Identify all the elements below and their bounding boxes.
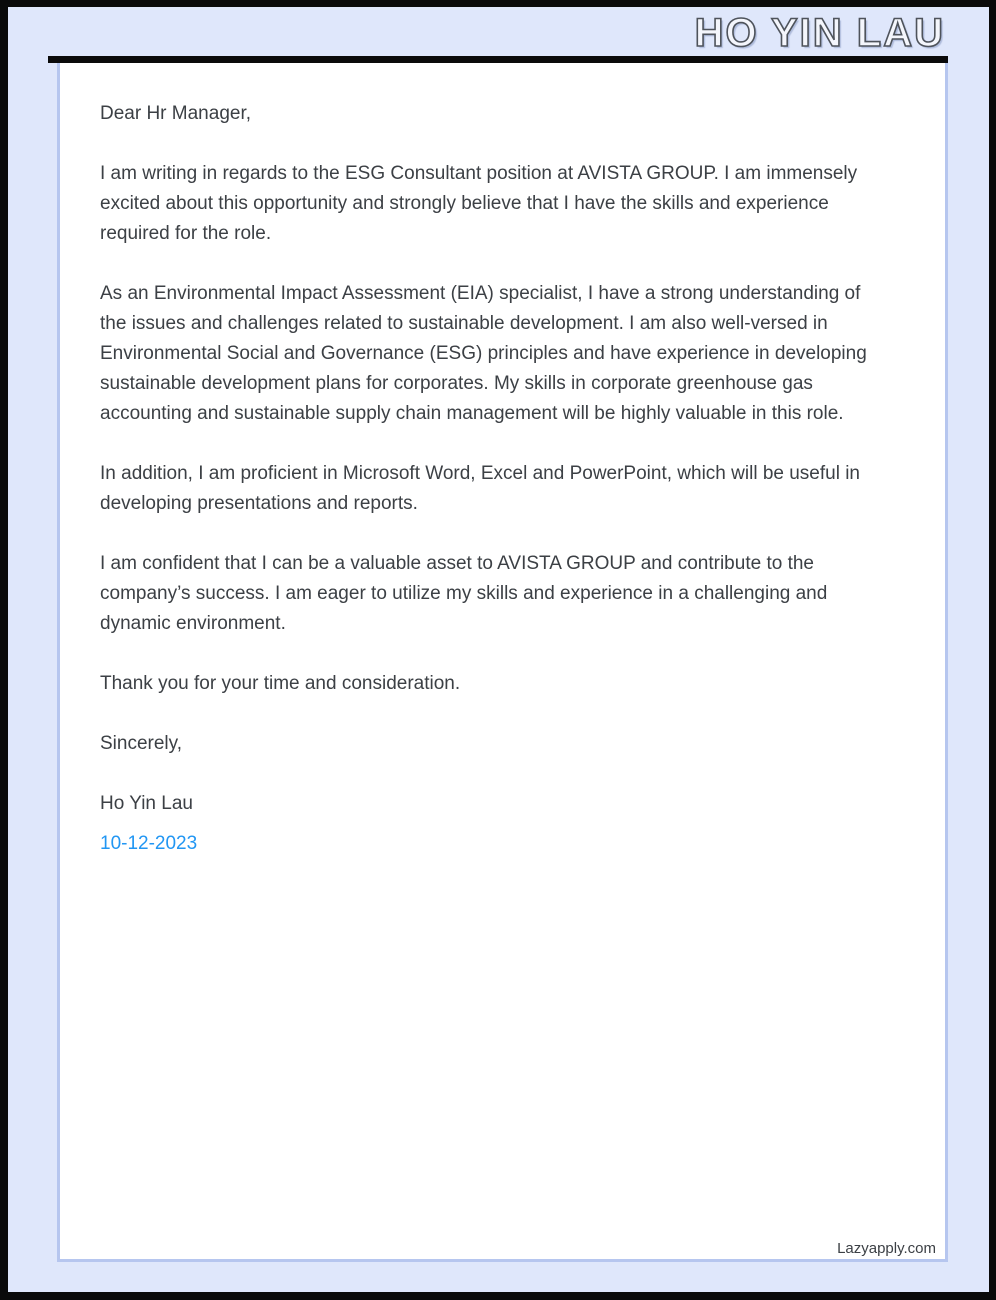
letter-date: 10-12-2023 xyxy=(100,833,198,854)
paragraph-thanks: Thank you for your time and consideration. xyxy=(100,673,461,694)
letterhead-name: HO YIN LAU xyxy=(694,11,945,55)
signature-name: Ho Yin Lau xyxy=(100,793,193,814)
letter-body xyxy=(60,63,945,859)
salutation: Dear Hr Manager, xyxy=(100,103,252,124)
closing: Sincerely, xyxy=(100,733,183,754)
paragraph-intro: I am writing in regards to the ESG Consultant position at AVISTA GROUP. I am immensely excited about this opportunity and strongly believe that I have the skills and experience required for the role. xyxy=(100,163,858,244)
letter-page xyxy=(57,63,948,1262)
paragraph-skills: In addition, I am proficient in Microsoft Word, Excel and PowerPoint, which will be useful in developing presentations and reports. xyxy=(100,463,860,514)
paragraph-confidence: I am confident that I can be a valuable asset to AVISTA GROUP and contribute to the company’s success. I am eager to utilize my skills and experience in a challenging and dynamic environment. xyxy=(100,553,828,634)
lazyapply-watermark: Lazyapply.com xyxy=(837,1240,936,1257)
paragraph-experience: As an Environmental Impact Assessment (EIA) specialist, I have a strong understanding of the issues and challenges related to sustainable development. I am also well-versed in Environmental Social and Governance (ESG) principles and have experience in developing sustainable development plans for corporates. My skills in corporate greenhouse gas accounting and sustainable supply chain management will be highly valuable in this role. xyxy=(100,283,867,424)
page-background xyxy=(8,7,989,1292)
letterhead-divider xyxy=(48,56,948,63)
